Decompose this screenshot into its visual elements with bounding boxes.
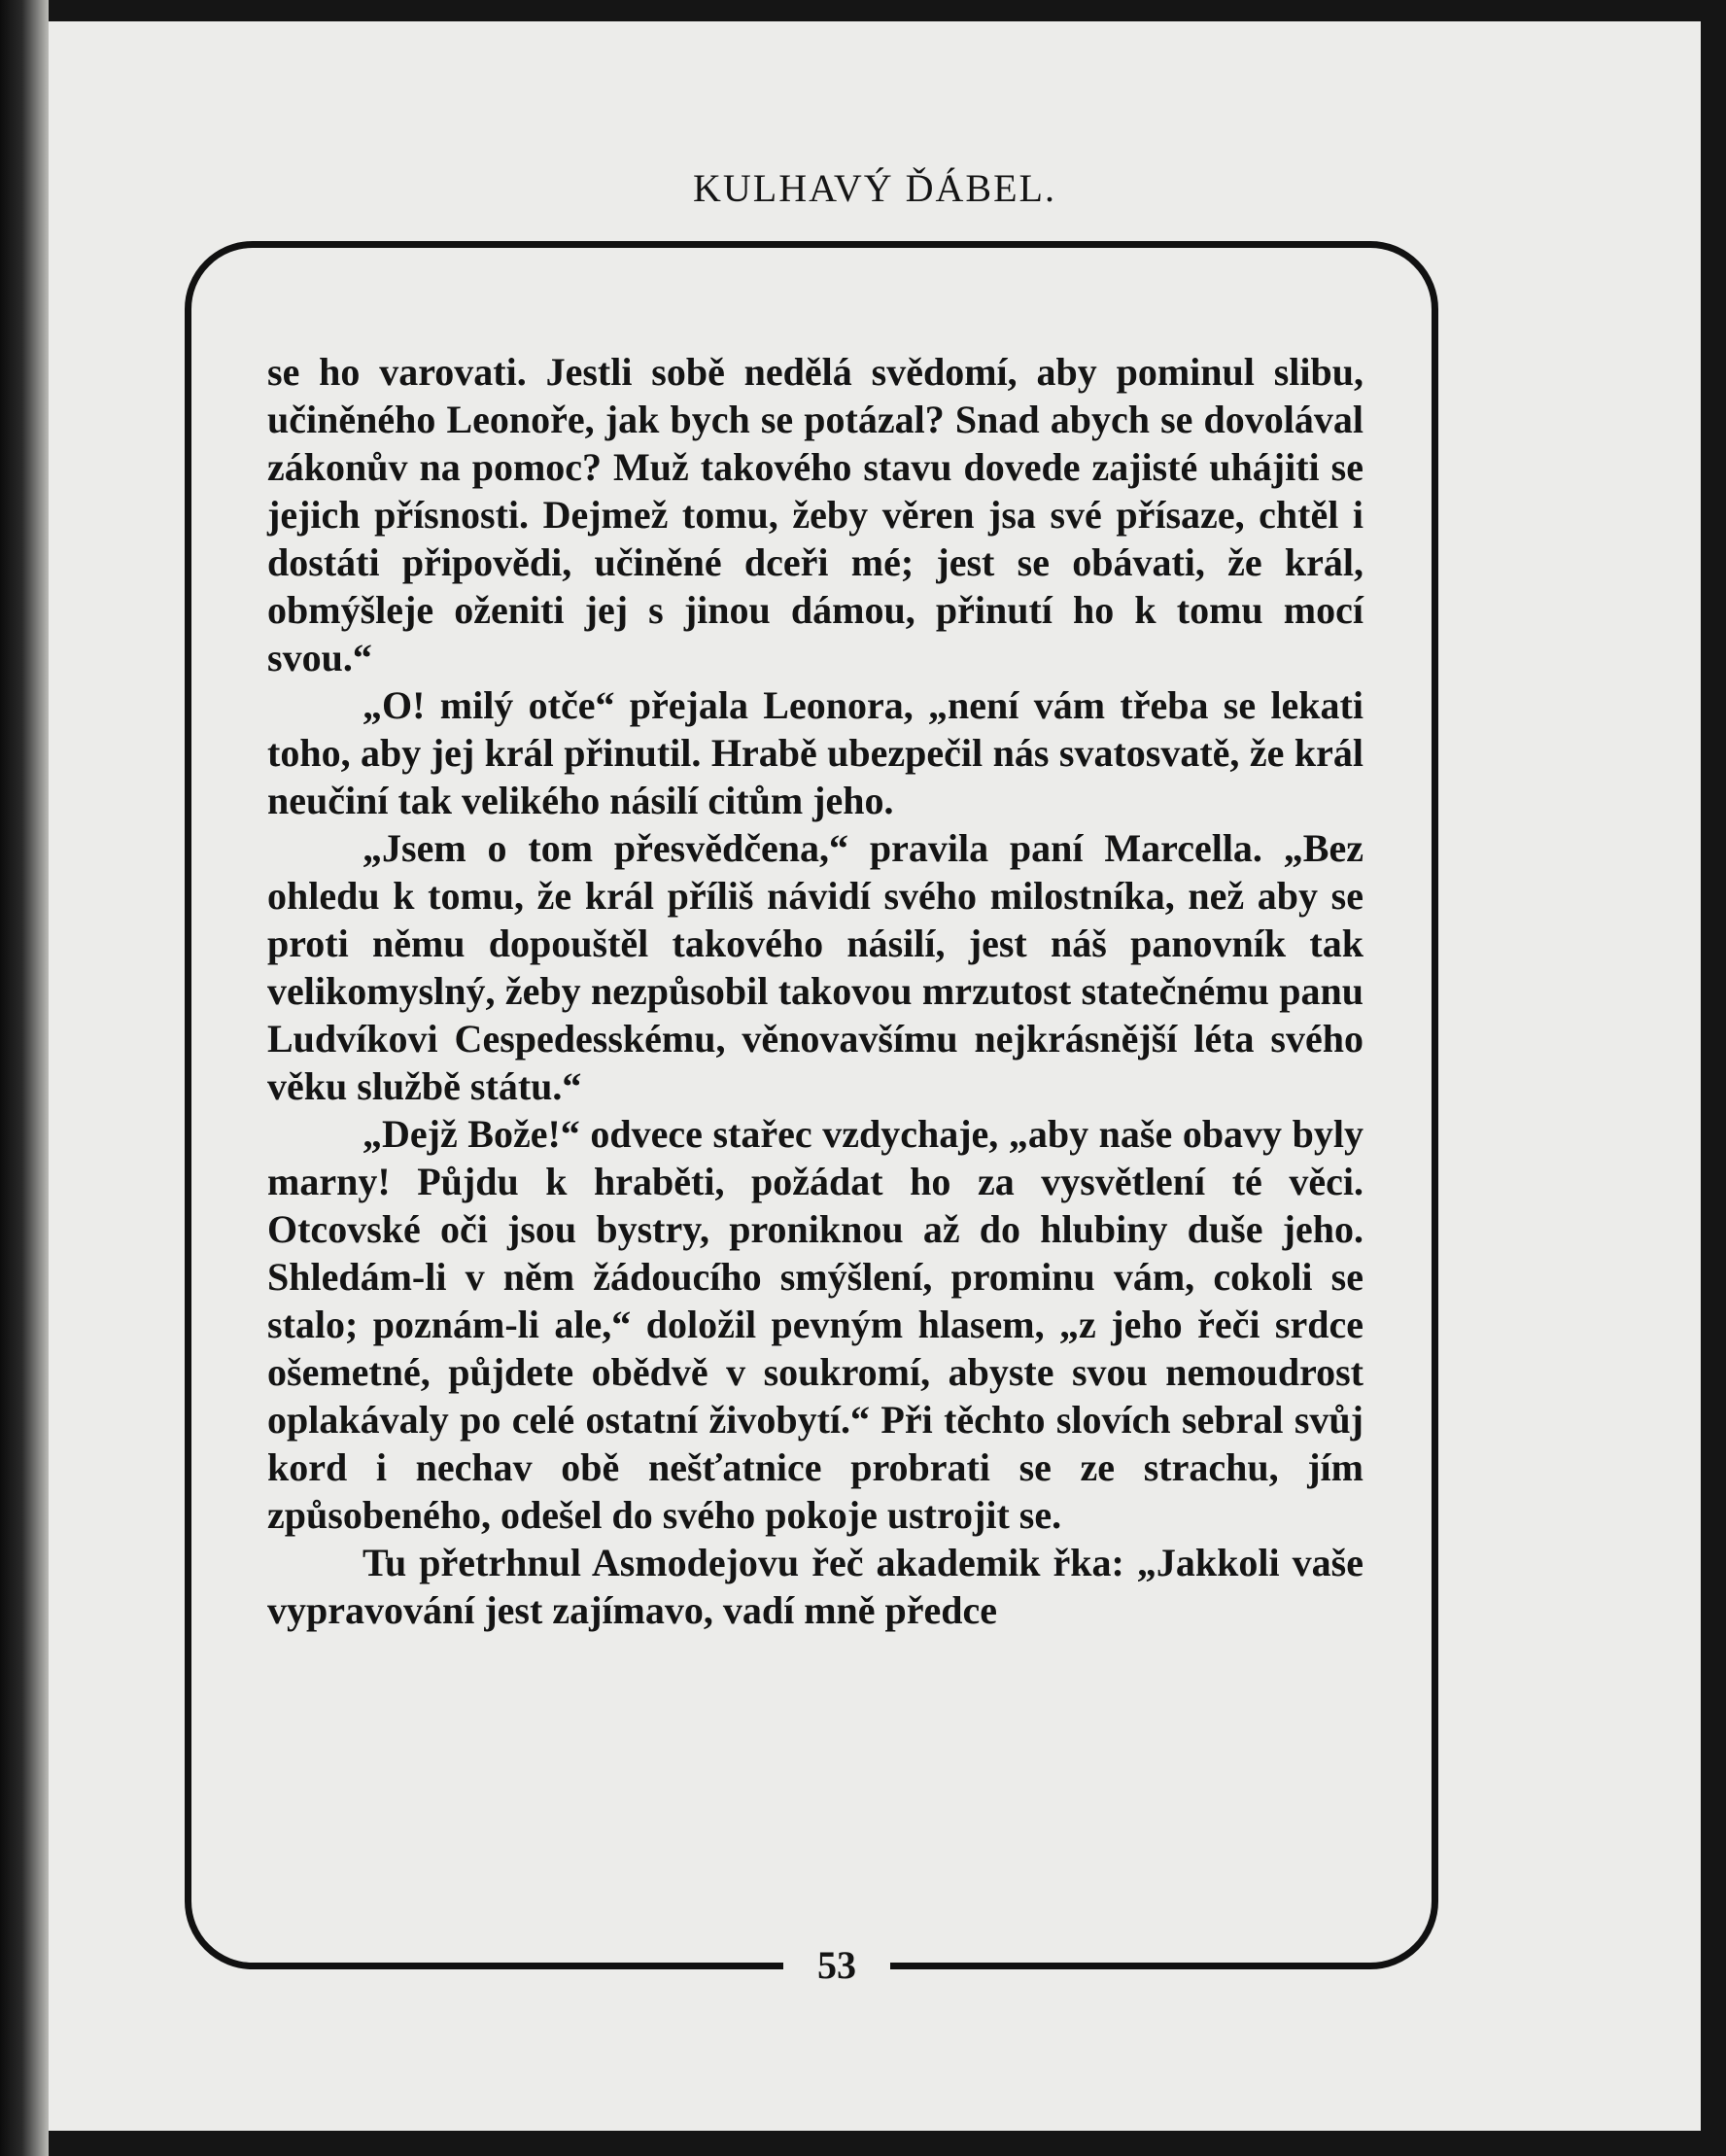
page-footer <box>49 1942 1701 2000</box>
page-number: 53 <box>783 1942 890 1988</box>
paragraph: „Jsem o tom přesvědčena,“ pravila paní Marcella. „Bez ohledu k tomu, že král příliš návidí svého milostníka, než aby se proti němu dopouštěl takového násilí, jest náš panovník tak velikomyslný, žeby nezpůsobil takovou mrzutost statečnému panu Ludvíkovi Cespedesskému, věnovavšímu nejkrásnější léta svého věku službě státu.“ <box>267 826 1364 1108</box>
paragraph: „O! milý otče“ přejala Leonora, „není vám třeba se lekati toho, aby jej král přinutil. Hrabě ubezpečil nás svatosvatě, že král neučiní tak velikého násilí citům jeho. <box>267 683 1364 822</box>
paragraph: Tu přetrhnul Asmodejovu řeč akademik řka: „Jakkoli vaše vypravování jest zajímavo, vadí mně předce <box>267 1541 1364 1632</box>
paragraph: se ho varovati. Jestli sobě nedělá svědomí, aby pominul slibu, učiněného Leonoře, jak bych se potázal? Snad abych se dovolával zákonův na pomoc? Muž takového stavu dovede zajisté uhájiti se jejich přísnosti. Dejmež tomu, žeby věren jsa své přísaze, chtěl i dostáti připovědi, učiněné dceři mé; jest se obávati, že král, obmýšleje oženiti jej s jinou dámou, přinutí ho k tomu mocí svou.“ <box>267 350 1364 679</box>
scan-left-edge <box>0 0 49 2156</box>
book-page <box>49 21 1701 2131</box>
paragraph: „Dejž Bože!“ odvece stařec vzdychaje, „aby naše obavy byly marny! Půjdu k hraběti, požádat ho za vysvětlení té věci. Otcovské oči jsou bystry, proniknou až do hlubiny duše jeho. Shledám-li v něm žádoucího smýšlení, prominu vám, cokoli se stalo; poznám-li ale,“ doložil pevným hlasem, „z jeho řeči srdce ošemetné, půjdete obědvě v soukromí, abyste svou nemoudrost oplakávaly po celé ostatní živobytí.“ Při těchto slovích sebral svůj kord i nechav obě nešťatnice probrati se ze strachu, jím způsobeného, odešel do svého pokoje ustrojit se. <box>267 1112 1364 1537</box>
running-header: KULHAVÝ ĎÁBEL. <box>693 166 1056 210</box>
body-text <box>267 348 1364 1634</box>
